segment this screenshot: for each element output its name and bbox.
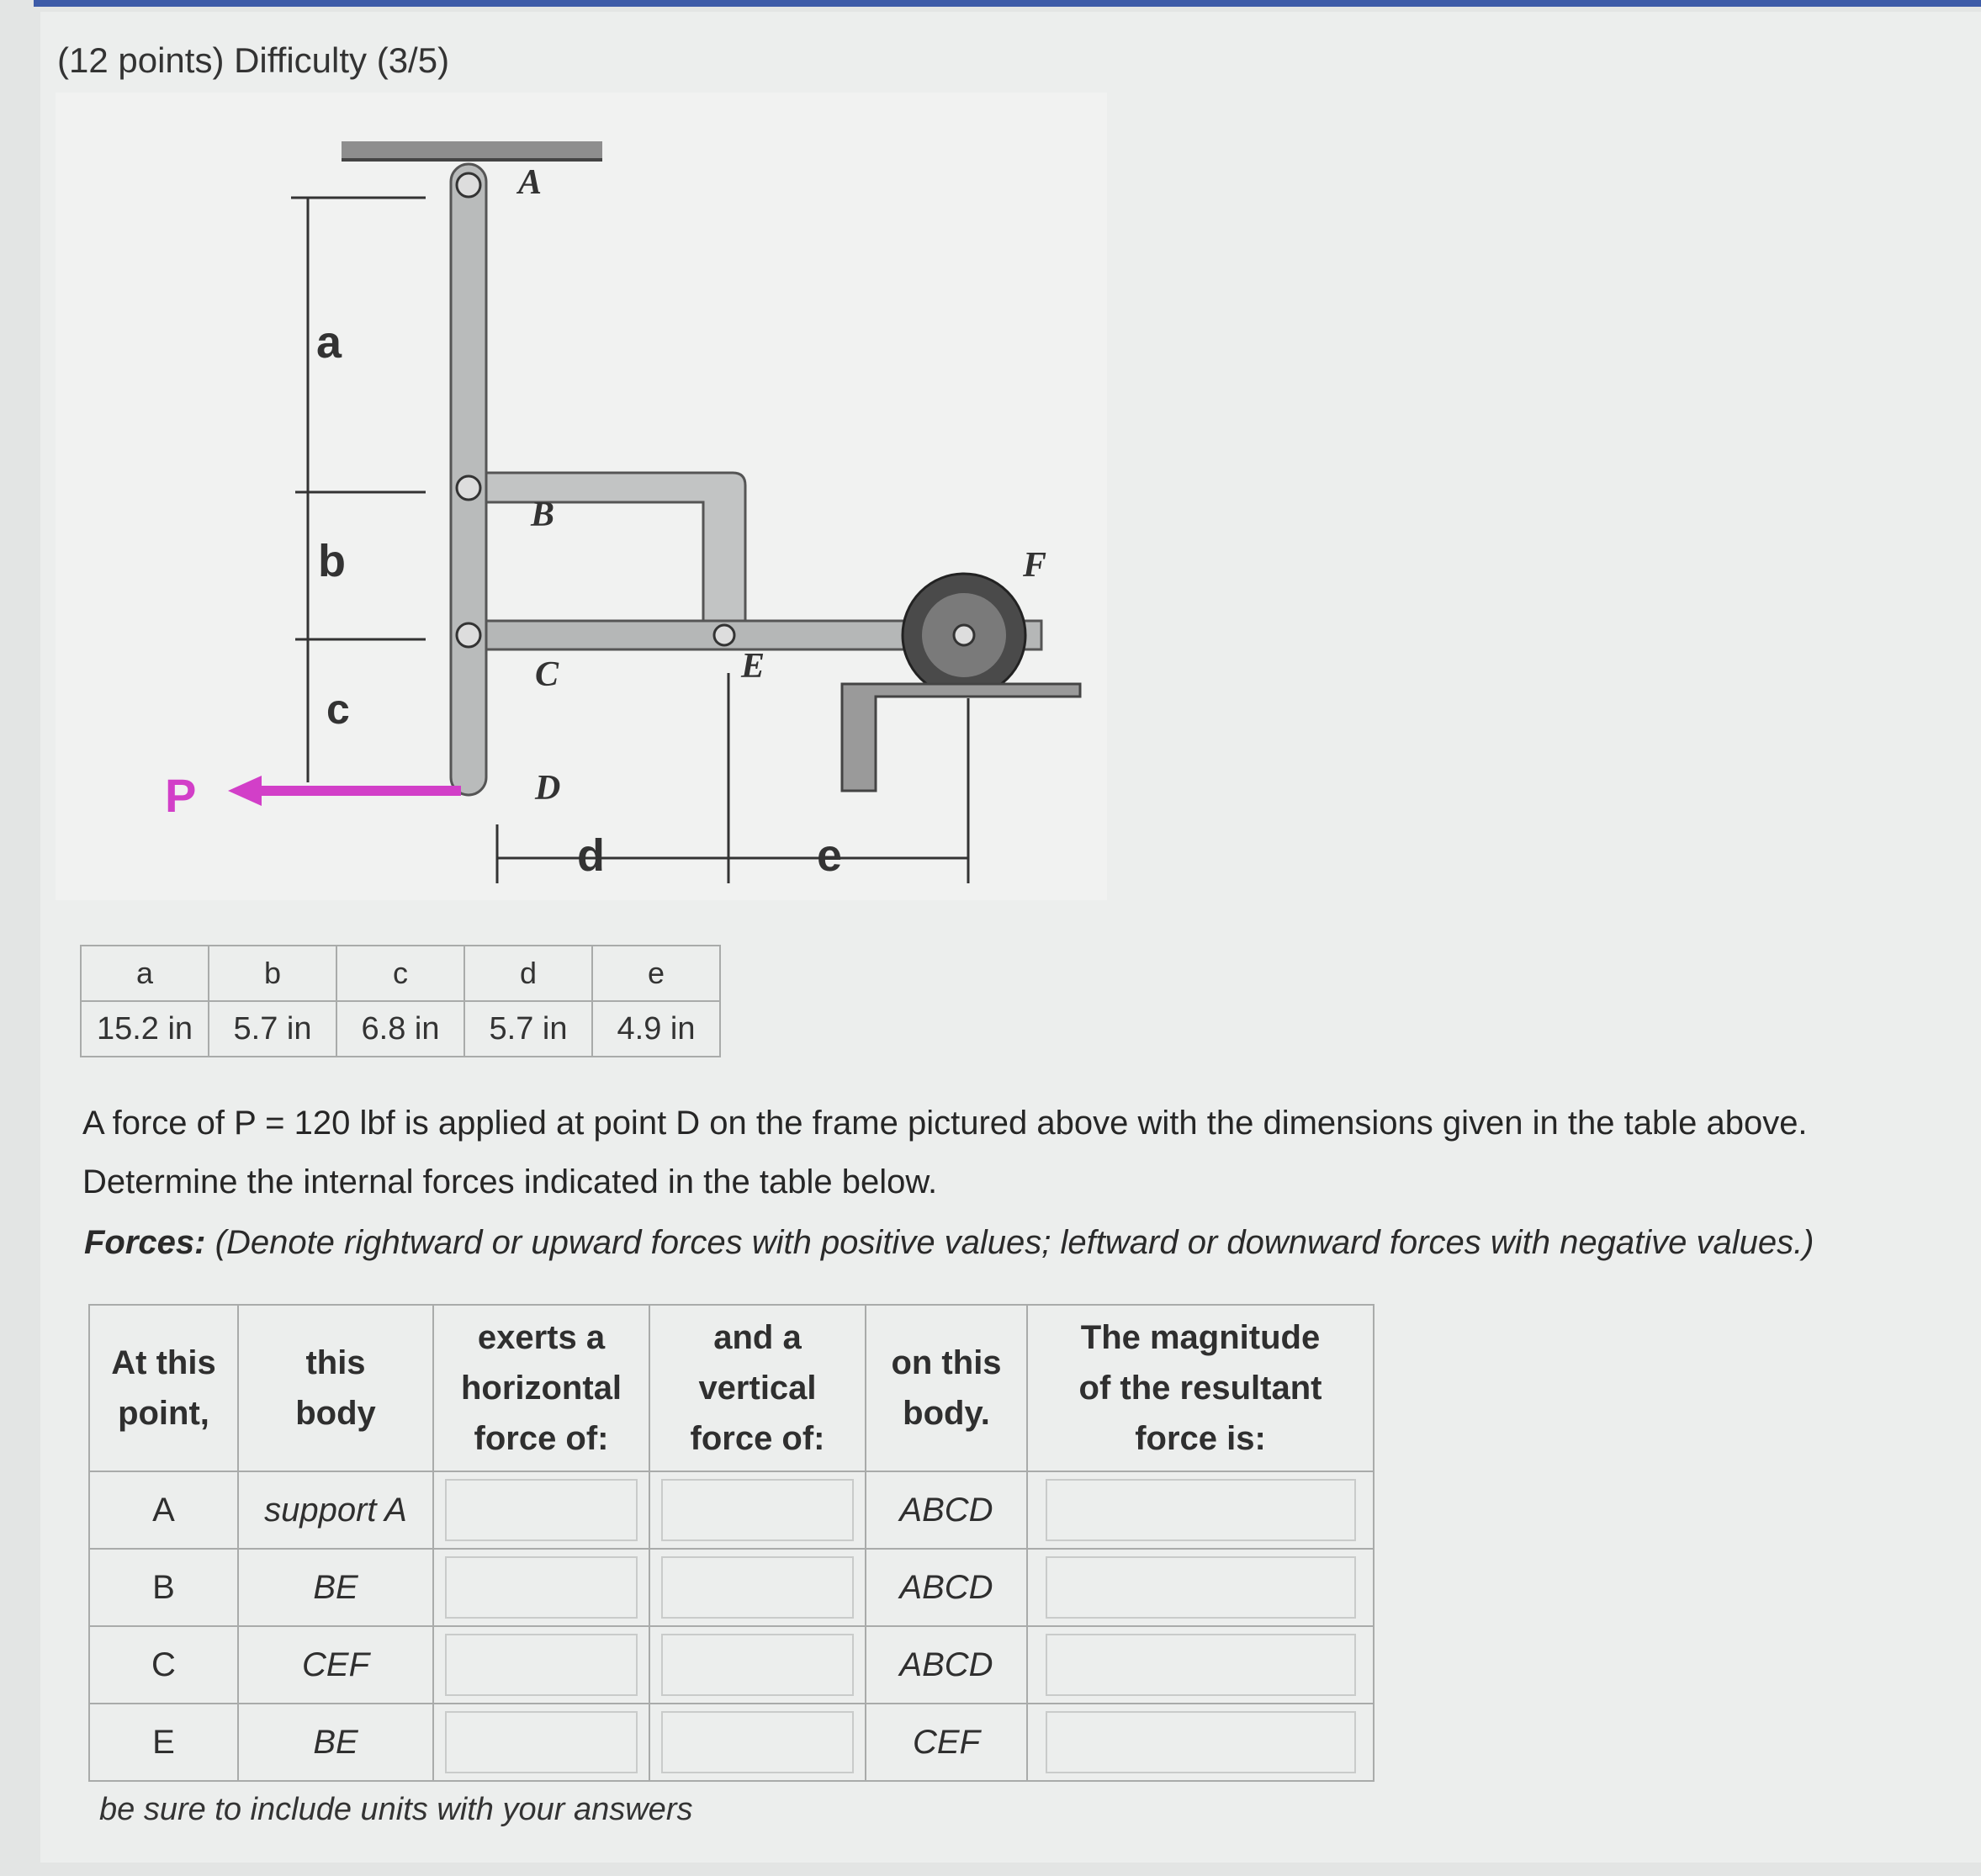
header-on-body (866, 1305, 1027, 1471)
forces-note-label: Forces: (84, 1224, 206, 1261)
header-on-body-line-1: on this (891, 1344, 1002, 1381)
row-e-body: BE (238, 1704, 433, 1781)
row-a-vertical-input[interactable] (661, 1479, 855, 1541)
row-b-horizontal-input[interactable] (445, 1556, 638, 1619)
dimensions-header-row (81, 946, 720, 1001)
dim-header-d: d (464, 946, 592, 1001)
header-point-line-2: point, (118, 1395, 209, 1432)
row-e-point: E (89, 1704, 238, 1781)
row-e-horizontal-cell (433, 1704, 649, 1781)
frame-figure (56, 93, 1107, 900)
header-point (89, 1305, 238, 1471)
dim-value-b: 5.7 in (209, 1001, 336, 1057)
row-a-resultant-cell (1027, 1471, 1374, 1549)
label-point-d: D (535, 769, 561, 808)
label-force-p: P (165, 769, 197, 822)
row-e-resultant-input[interactable] (1046, 1711, 1356, 1773)
table-row (89, 1626, 1374, 1704)
header-body-line-2: body (295, 1395, 376, 1432)
row-c-vertical-input[interactable] (661, 1634, 855, 1696)
row-b-body: BE (238, 1549, 433, 1626)
dim-header-a: a (81, 946, 209, 1001)
forces-note-text: (Denote rightward or upward forces with positive values; leftward or downward forces with negative values.) (215, 1224, 1814, 1261)
forces-table (88, 1304, 1375, 1782)
ceiling-support (342, 141, 602, 160)
header-horizontal-line-1: exerts a (477, 1319, 606, 1356)
header-resultant (1027, 1305, 1374, 1471)
row-a-horizontal-cell (433, 1471, 649, 1549)
row-c-horizontal-input[interactable] (445, 1634, 638, 1696)
problem-statement (82, 1094, 1933, 1211)
row-c-vertical-cell (649, 1626, 866, 1704)
label-dim-e: e (817, 830, 843, 881)
pin-a (457, 173, 480, 197)
label-point-a: A (518, 163, 543, 202)
dimensions-table (80, 945, 721, 1057)
row-b-point: B (89, 1549, 238, 1626)
frame-diagram (56, 93, 1107, 900)
header-on-body-line-2: body. (903, 1395, 990, 1432)
row-a-on-body: ABCD (866, 1471, 1027, 1549)
dim-value-d: 5.7 in (464, 1001, 592, 1057)
dim-header-e: e (592, 946, 720, 1001)
row-b-horizontal-cell (433, 1549, 649, 1626)
header-resultant-line-2: of the resultant (1078, 1370, 1322, 1407)
top-accent-bar (34, 0, 1981, 7)
table-row (89, 1471, 1374, 1549)
header-resultant-line-1: The magnitude (1080, 1319, 1321, 1356)
dimensions-value-row (81, 1001, 720, 1057)
dim-value-a: 15.2 in (81, 1001, 209, 1057)
header-vertical-line-2: vertical (698, 1370, 817, 1407)
ground-support (842, 684, 1080, 791)
header-vertical-line-3: force of: (690, 1420, 825, 1457)
label-point-c: C (535, 655, 559, 694)
header-body-line-1: this (305, 1344, 366, 1381)
force-p-arrowhead (228, 776, 262, 806)
units-reminder: be sure to include units with your answers (99, 1792, 693, 1827)
pin-e (714, 625, 734, 645)
row-e-horizontal-input[interactable] (445, 1711, 638, 1773)
row-b-vertical-cell (649, 1549, 866, 1626)
pin-f (954, 625, 974, 645)
header-resultant-line-3: force is: (1135, 1420, 1266, 1457)
row-e-on-body: CEF (866, 1704, 1027, 1781)
label-point-f: F (1023, 546, 1047, 585)
forces-header-row (89, 1305, 1374, 1471)
row-a-resultant-input[interactable] (1046, 1479, 1356, 1541)
dim-value-c: 6.8 in (336, 1001, 464, 1057)
row-c-resultant-input[interactable] (1046, 1634, 1356, 1696)
row-c-point: C (89, 1626, 238, 1704)
label-dim-d: d (577, 830, 605, 881)
table-row (89, 1704, 1374, 1781)
header-horizontal (433, 1305, 649, 1471)
label-dim-a: a (316, 317, 342, 368)
member-be (486, 473, 745, 635)
label-point-e: E (741, 647, 765, 686)
label-point-b: B (531, 495, 555, 534)
pin-c (457, 623, 480, 647)
dim-header-b: b (209, 946, 336, 1001)
row-e-vertical-cell (649, 1704, 866, 1781)
header-horizontal-line-3: force of: (474, 1420, 609, 1457)
dim-value-e: 4.9 in (592, 1001, 720, 1057)
dim-header-c: c (336, 946, 464, 1001)
question-header: (12 points) Difficulty (3/5) (57, 40, 450, 80)
problem-line-2: Determine the internal forces indicated in the table below. (82, 1163, 938, 1200)
row-c-resultant-cell (1027, 1626, 1374, 1704)
row-b-resultant-cell (1027, 1549, 1374, 1626)
header-vertical-line-1: and a (713, 1319, 802, 1356)
forces-note (84, 1224, 1935, 1262)
label-dim-b: b (318, 536, 346, 586)
header-horizontal-line-2: horizontal (460, 1370, 622, 1407)
row-c-on-body: ABCD (866, 1626, 1027, 1704)
row-e-resultant-cell (1027, 1704, 1374, 1781)
header-body (238, 1305, 433, 1471)
row-c-body: CEF (238, 1626, 433, 1704)
header-point-line-1: At this (111, 1344, 216, 1381)
table-row (89, 1549, 1374, 1626)
row-c-horizontal-cell (433, 1626, 649, 1704)
label-dim-c: c (326, 686, 350, 733)
row-b-on-body: ABCD (866, 1549, 1027, 1626)
row-a-body: support A (238, 1471, 433, 1549)
pin-b (457, 476, 480, 500)
row-a-vertical-cell (649, 1471, 866, 1549)
row-e-vertical-input[interactable] (661, 1711, 855, 1773)
row-b-vertical-input[interactable] (661, 1556, 855, 1619)
row-a-point: A (89, 1471, 238, 1549)
row-a-horizontal-input[interactable] (445, 1479, 638, 1541)
problem-line-1: A force of P = 120 lbf is applied at point D on the frame pictured above with the dimensions given in the table above. (82, 1105, 1808, 1142)
row-b-resultant-input[interactable] (1046, 1556, 1356, 1619)
header-vertical (649, 1305, 866, 1471)
